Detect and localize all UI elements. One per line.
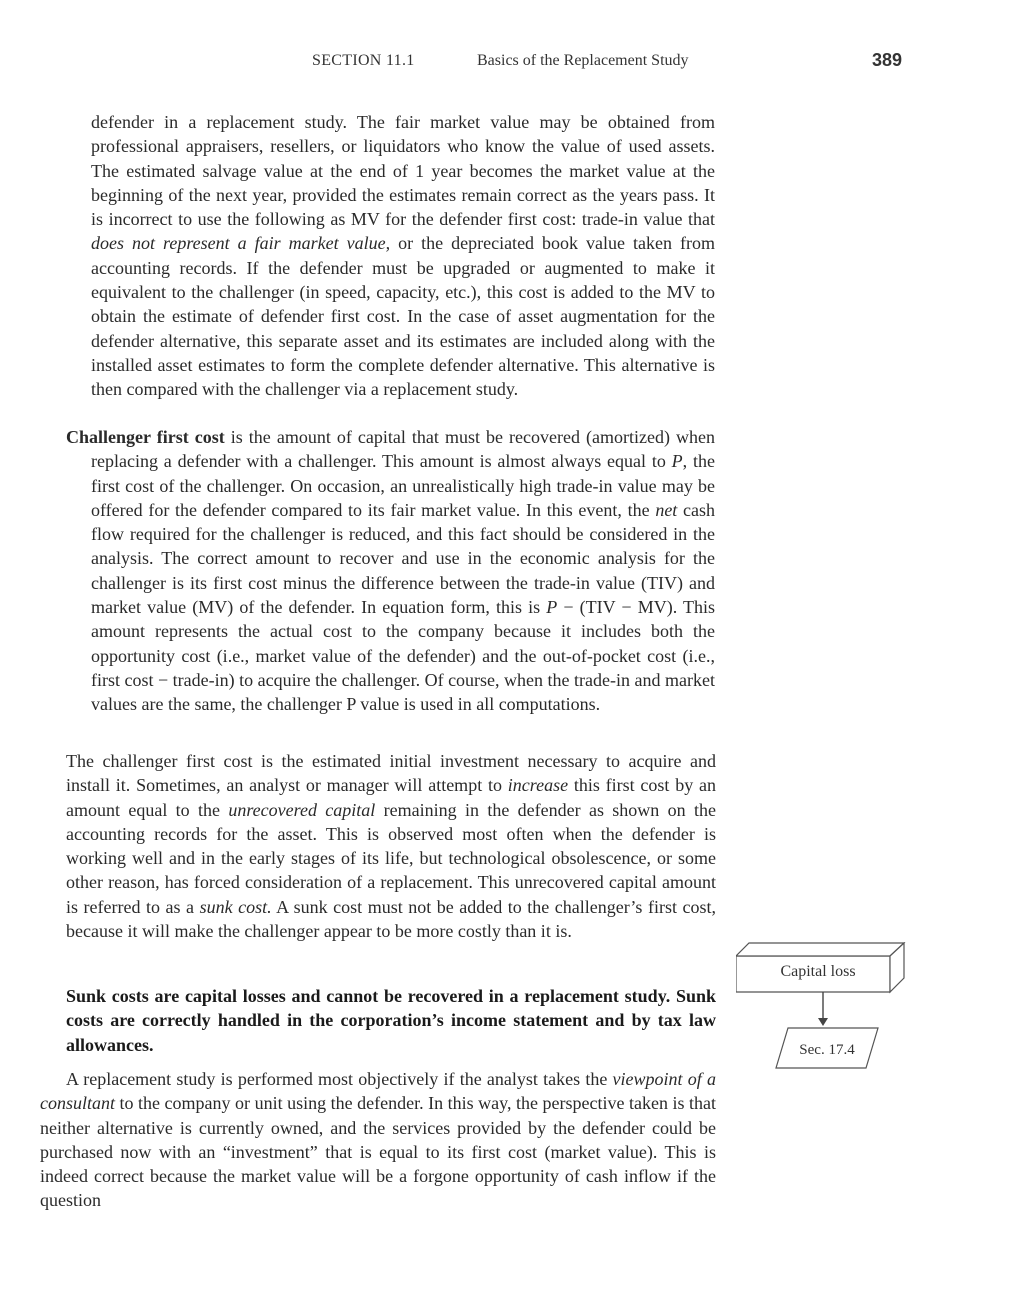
emphasis-text: net — [655, 499, 678, 520]
consultant-viewpoint-paragraph — [40, 1067, 716, 1213]
text-run: The challenger first cost is the estimated initial investment necessary to acquire and install it. Sometimes, an analyst or manager will attempt to — [66, 751, 716, 796]
sunk-cost-callout: Sunk costs are capital losses and cannot be recovered in a replacement study. Sunk costs are correctly handled in the corporation’s income statement and by tax law allowances. — [66, 986, 716, 1055]
text-run: − (TIV − MV). This amount represents the actual cost to the company because it includes both the opportunity cost (i.e., market value of the defender) and the out-of-pocket cost (i.e., first cost − trade-in) to acquire the challenger. Of course, when the trade-in and market values are the same, the challenger P value is used in all computations. — [91, 597, 715, 715]
variable-p: P — [546, 597, 558, 618]
text-run: remaining in the defender as shown on the accounting records for the asset. This is observed most often when the defender is working well and in the early stages of its life, but technological obsolescence, or some other reason, has forced consideration of a replacement. This unrecovered capital amount is referred to as a — [66, 799, 716, 917]
text-run: is the amount of capital that must be recovered (amortized) when replacing a defender with a challenger. This amount is almost always equal to — [91, 427, 715, 472]
text-run: A sunk cost must not be added to the challenger’s first cost, because it will make the challenger appear to be more costly than it is. — [66, 896, 716, 942]
arrow-head-icon — [818, 1018, 828, 1026]
text-run: or the depreciated book value taken from accounting records. If the defender must be upgraded or augmented to make it equivalent to the challenger (in speed, capacity, etc.), this cost is added to the MV to obtain the estimate of defender first cost. In the case of asset augmentation for the defender alternative, this separate asset and its estimates are included along with the installed asset estimates to form the complete defender alternative. This alternative is then compared with the challenger via a replacement study. — [91, 233, 715, 400]
variable-p: P — [671, 451, 683, 472]
text-run: , the first cost of the challenger. On occasion, an unrealistically high trade-in value may be offered for the defender compared to its fair market value. In this event, the — [91, 451, 715, 520]
emphasis-text: increase — [507, 775, 569, 796]
text-run: cash flow required for the challenger is reduced, and this fact should be considered in the analysis. The correct amount to recover and use in the economic analysis for the challenger is its first cost minus the difference between the trade-in value (TIV) and market value (MV) of the defender. In equation form, this is — [91, 499, 716, 618]
emphasis-text: sunk cost. — [199, 896, 272, 917]
text-run: to the company or unit using the defender. In this way, the perspective taken is that neither alternative is currently owned, and the services provided by the defender could be purchased now with an “investment” that is equal to its first cost (market value). This is indeed correct because the market value will be a forgone opportunity of cash inflow if the question — [40, 1093, 716, 1211]
text-run: A replacement study is performed most objectively if the analyst takes the — [66, 1069, 613, 1089]
text-run: this first cost by an amount equal to the — [66, 775, 716, 820]
section-reference-label: Sec. 17.4 — [799, 1042, 855, 1058]
running-header-section: SECTION 11.1 — [312, 52, 415, 69]
challenger-first-cost-definition — [66, 425, 715, 717]
emphasis-text: unrecovered capital — [228, 799, 376, 820]
emphasis-text: does not represent a fair market value, — [91, 233, 391, 254]
page-number: 389 — [872, 50, 903, 70]
margin-note-diagram — [736, 942, 916, 1077]
emphasis-text: viewpoint of a consultant — [40, 1069, 716, 1114]
capital-loss-label: Capital loss — [780, 963, 856, 980]
text-run: defender in a replacement study. The fair market value may be obtained from professional appraisers, resellers, or liquidators who know the value of used assets. The estimated salvage value at the end of 1 year becomes the market value at the beginning of the next year, provided the estimates remain correct as the years pass. It is incorrect to use the following as MV for the defender first cost: trade-in value that — [91, 112, 715, 230]
definition-term: Challenger first cost — [66, 427, 225, 447]
sunk-cost-paragraph — [66, 749, 716, 943]
capital-loss-box-top — [736, 943, 904, 956]
defender-first-cost-definition — [91, 110, 715, 402]
running-header-title: Basics of the Replacement Study — [477, 52, 689, 69]
